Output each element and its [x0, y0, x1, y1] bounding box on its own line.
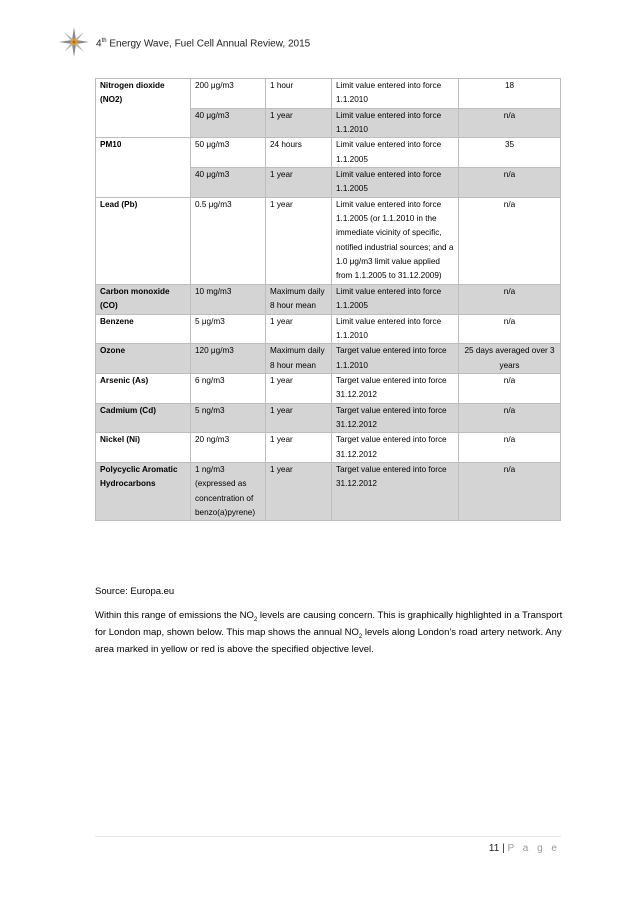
table-body [96, 79, 561, 521]
concentration-cell: 40 μg/m3 [191, 168, 266, 198]
footer-separator: | [502, 843, 505, 854]
legal-cell: Limit value entered into force 1.1.2005 [332, 138, 459, 168]
averaging-cell: 1 year [266, 373, 332, 403]
exceedances-cell: n/a [459, 197, 561, 284]
exceedances-cell: n/a [459, 284, 561, 314]
concentration-cell: 50 μg/m3 [191, 138, 266, 168]
table-row [96, 344, 561, 374]
no2-subscript-1: 2 [253, 616, 258, 623]
table-row [96, 403, 561, 433]
concentration-cell: 1 ng/m3 (expressed as concentration of benzo(a)pyrene) [191, 462, 266, 520]
table-row [96, 462, 561, 520]
exceedances-cell: 18 [459, 79, 561, 109]
pollutant-cell: Carbon monoxide (CO) [96, 284, 191, 314]
legal-cell: Target value entered into force 31.12.2012 [332, 373, 459, 403]
concentration-cell: 10 mg/m3 [191, 284, 266, 314]
header-title: Energy Wave, Fuel Cell Annual Review, 2015 [106, 38, 311, 50]
legal-cell: Target value entered into force 1.1.2010 [332, 344, 459, 374]
table-row [96, 433, 561, 463]
source-note: Source: Europa.eu [95, 586, 175, 597]
table-row [96, 79, 561, 109]
page-label: P a g e [507, 843, 560, 854]
pollutant-cell: Cadmium (Cd) [96, 403, 191, 433]
concentration-cell: 5 μg/m3 [191, 314, 266, 344]
table-row [96, 284, 561, 314]
pollutant-cell: Ozone [96, 344, 191, 374]
paragraph-text-1: Within this range of emissions the NO [95, 610, 254, 621]
legal-cell: Limit value entered into force 1.1.2010 [332, 108, 459, 138]
pollutant-cell: Arsenic (As) [96, 373, 191, 403]
compass-star-logo-icon [58, 26, 90, 58]
averaging-cell: 1 year [266, 403, 332, 433]
air-quality-standards-table [95, 78, 561, 521]
legal-cell: Target value entered into force 31.12.2012 [332, 403, 459, 433]
paragraph-text-2: levels are causing concern. This is graphically highlighted in a Transport for London map, shown below. This map shows the annual NO [95, 610, 563, 639]
pollutant-cell: Polycyclic Aromatic Hydrocarbons [96, 462, 191, 520]
pollutant-cell: Benzene [96, 314, 191, 344]
legal-cell: Limit value entered into force 1.1.2010 [332, 314, 459, 344]
pollutant-cell: Nickel (Ni) [96, 433, 191, 463]
exceedances-cell: n/a [459, 403, 561, 433]
concentration-cell: 5 ng/m3 [191, 403, 266, 433]
pollutant-cell: Nitrogen dioxide (NO2) [96, 79, 191, 138]
legal-cell: Limit value entered into force 1.1.2010 [332, 79, 459, 109]
pollutant-cell: Lead (Pb) [96, 197, 191, 284]
footer-divider [95, 836, 561, 837]
legal-cell: Limit value entered into force 1.1.2005 (or 1.1.2010 in the immediate vicinity of specific, notified industrial sources; and a 1.0 μg/m3 limit value applied from 1.1.2005 to 31.12.2009) [332, 197, 459, 284]
averaging-cell: Maximum daily 8 hour mean [266, 284, 332, 314]
header-prefix: 4 [96, 38, 102, 50]
exceedances-cell: 35 [459, 138, 561, 168]
header-superscript: th [101, 38, 107, 44]
averaging-cell: Maximum daily 8 hour mean [266, 344, 332, 374]
table-row [96, 197, 561, 284]
averaging-cell: 1 year [266, 433, 332, 463]
concentration-cell: 0.5 μg/m3 [191, 197, 266, 284]
concentration-cell: 20 ng/m3 [191, 433, 266, 463]
table-row [96, 314, 561, 344]
averaging-cell: 1 year [266, 168, 332, 198]
concentration-cell: 200 μg/m3 [191, 79, 266, 109]
table-row [96, 138, 561, 168]
page-header [96, 38, 310, 49]
page-number: 11 [488, 843, 500, 854]
averaging-cell: 24 hours [266, 138, 332, 168]
exceedances-cell: n/a [459, 168, 561, 198]
averaging-cell: 1 hour [266, 79, 332, 109]
body-paragraph [95, 608, 575, 659]
pollutant-cell: PM10 [96, 138, 191, 197]
paragraph-text-3: levels along London’s road artery network. Any area marked in yellow or red is above the specified objective level. [95, 627, 562, 656]
exceedances-cell: n/a [459, 433, 561, 463]
exceedances-cell: 25 days averaged over 3 years [459, 344, 561, 374]
legal-cell: Target value entered into force 31.12.2012 [332, 462, 459, 520]
averaging-cell: 1 year [266, 108, 332, 138]
exceedances-cell: n/a [459, 462, 561, 520]
legal-cell: Limit value entered into force 1.1.2005 [332, 284, 459, 314]
legal-cell: Limit value entered into force 1.1.2005 [332, 168, 459, 198]
concentration-cell: 6 ng/m3 [191, 373, 266, 403]
averaging-cell: 1 year [266, 314, 332, 344]
table-row [96, 373, 561, 403]
exceedances-cell: n/a [459, 108, 561, 138]
averaging-cell: 1 year [266, 197, 332, 284]
averaging-cell: 1 year [266, 462, 332, 520]
page-footer [489, 843, 560, 854]
exceedances-cell: n/a [459, 314, 561, 344]
concentration-cell: 40 μg/m3 [191, 108, 266, 138]
legal-cell: Target value entered into force 31.12.2012 [332, 433, 459, 463]
no2-subscript-2: 2 [358, 634, 363, 641]
concentration-cell: 120 μg/m3 [191, 344, 266, 374]
exceedances-cell: n/a [459, 373, 561, 403]
